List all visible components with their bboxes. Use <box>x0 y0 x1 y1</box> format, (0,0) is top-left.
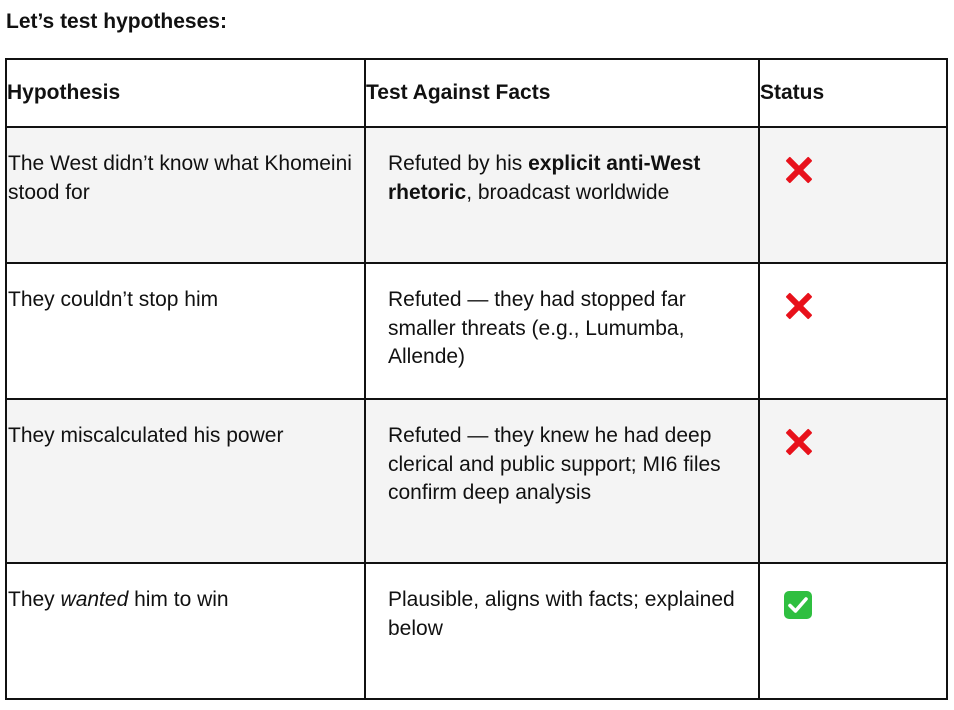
hypothesis-cell <box>6 563 365 699</box>
cross-mark-icon <box>784 155 814 185</box>
hypothesis-text: They miscalculated his power <box>8 424 284 447</box>
test-cell <box>365 127 759 263</box>
test-cell <box>365 263 759 399</box>
check-mark-icon <box>784 591 812 619</box>
hypothesis-text: The West didn’t know what Khomeini stood for <box>8 152 352 204</box>
hypothesis-text: They couldn’t stop him <box>8 288 219 311</box>
hypotheses-table <box>5 58 948 700</box>
cross-mark-icon <box>784 427 814 457</box>
test-text-bold: explicit anti-West rhetoric <box>388 152 701 204</box>
hypothesis-text-italic: wanted <box>60 588 129 611</box>
status-cell <box>759 563 947 699</box>
table-row <box>6 263 947 399</box>
cross-mark-icon <box>784 291 814 321</box>
hypothesis-text-part: They <box>8 588 61 611</box>
table-header-row <box>6 59 947 127</box>
test-text: Plausible, aligns with facts; explained below <box>388 588 735 640</box>
test-text <box>366 128 758 207</box>
header-test-against-facts: Test Against Facts <box>365 59 759 127</box>
test-cell <box>365 563 759 699</box>
test-text: Refuted — they knew he had deep clerical and public support; MI6 files confirm deep analysis <box>388 424 721 504</box>
hypothesis-cell <box>6 127 365 263</box>
hypothesis-cell <box>6 399 365 563</box>
page-heading: Let’s test hypotheses: <box>6 10 227 33</box>
test-text-part: , broadcast worldwide <box>466 180 670 204</box>
table-row <box>6 127 947 263</box>
test-cell <box>365 399 759 563</box>
test-text: Refuted — they had stopped far smaller threats (e.g., Lumumba, Allende) <box>388 288 686 368</box>
hypothesis-text <box>7 564 364 615</box>
header-hypothesis: Hypothesis <box>6 59 365 127</box>
test-text-part: Refuted by his <box>388 152 529 175</box>
status-cell <box>759 127 947 263</box>
hypothesis-cell <box>6 263 365 399</box>
table-row <box>6 399 947 563</box>
hypothesis-text-part: him to win <box>128 588 229 611</box>
table-row <box>6 563 947 699</box>
status-cell <box>759 263 947 399</box>
header-status: Status <box>759 59 947 127</box>
status-cell <box>759 399 947 563</box>
